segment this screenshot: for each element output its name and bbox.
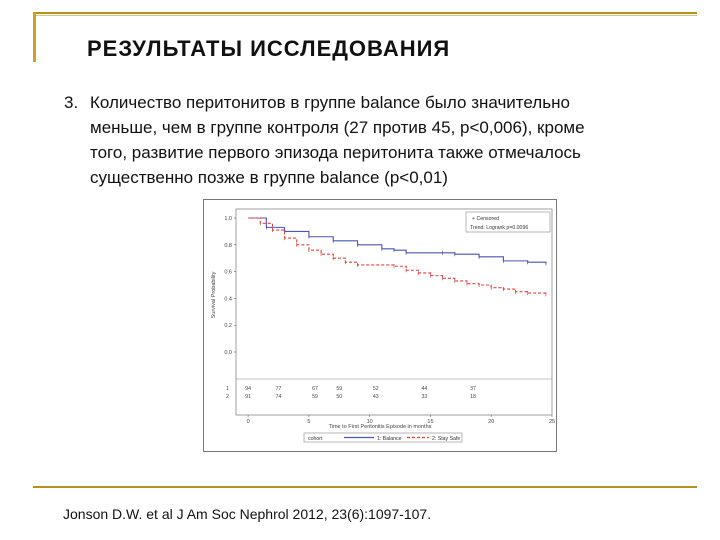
finding-line-3: того, развитие первого эпизода перитонита также отмечалось: [90, 143, 581, 162]
y-tick-label: 0.8: [224, 242, 232, 249]
x-tick-label: 0: [246, 419, 250, 425]
bottom-decorative-line: [33, 486, 697, 488]
bottom-legend-label: cohort: [308, 436, 323, 442]
at-risk-count: 59: [336, 386, 343, 392]
at-risk-table: [226, 386, 476, 400]
legend-box: [466, 212, 550, 232]
left-decorative-bar: [33, 12, 36, 62]
at-risk-count: 50: [336, 394, 343, 400]
at-risk-group-label: 1: [226, 386, 229, 392]
at-risk-count: 18: [470, 394, 476, 400]
top-decorative-line: [33, 12, 697, 14]
top-decorative-line-thin: [33, 15, 697, 16]
slide-title: РЕЗУЛЬТАТЫ ИССЛЕДОВАНИЯ: [87, 36, 451, 61]
x-tick-label: 10: [366, 419, 373, 425]
y-tick-label: 0.4: [224, 296, 232, 303]
at-risk-count: 37: [470, 386, 476, 392]
at-risk-count: 94: [245, 386, 252, 392]
legend-entry-stay-safe: 2: Stay Safe: [432, 436, 461, 442]
y-tick-label: 0.6: [224, 269, 232, 276]
y-tick-label: 0.2: [224, 323, 232, 330]
finding-line-1: Количество перитонитов в группе balance было значительно: [90, 93, 570, 112]
at-risk-count: 77: [275, 386, 282, 392]
x-tick-label: 15: [427, 419, 434, 425]
survival-chart: [204, 200, 556, 451]
axis-ticks: [224, 216, 555, 425]
at-risk-count: 43: [372, 394, 379, 400]
legend-censored: + Censored: [472, 216, 499, 222]
bottom-legend: [304, 433, 462, 442]
item-number: 3.: [64, 93, 79, 112]
at-risk-count: 74: [275, 394, 282, 400]
finding-line-4: существенно позже в группе balance (p<0,01): [90, 168, 448, 187]
at-risk-count: 59: [312, 394, 318, 400]
at-risk-group-label: 2: [226, 394, 229, 400]
survival-chart-frame: [203, 199, 557, 452]
finding-paragraph: [64, 90, 694, 190]
x-axis-label: Time to First Peritonitis Episode in months: [328, 424, 432, 430]
finding-line-2: меньше, чем в группе контроля (27 против 45, p<0,006), кроме: [90, 118, 585, 137]
at-risk-count: 44: [421, 386, 428, 392]
citation: Jonson D.W. et al J Am Soc Nephrol 2012, 23(6):1097-107.: [63, 506, 432, 522]
plot-area: [236, 209, 552, 415]
x-tick-label: 20: [488, 419, 495, 425]
y-axis-label: Survival Probability: [211, 271, 217, 319]
legend-entry-balance: 1: Balance: [377, 436, 402, 442]
x-tick-label: 25: [548, 419, 556, 425]
at-risk-count: 33: [421, 394, 428, 400]
x-tick-label: 5: [307, 419, 311, 425]
y-tick-label: 0.0: [224, 350, 232, 356]
y-tick-label: 1.0: [224, 216, 232, 222]
at-risk-count: 67: [312, 386, 318, 392]
at-risk-count: 52: [372, 386, 379, 392]
at-risk-count: 91: [245, 394, 252, 400]
legend-trend: Trend: Logrank p=0.0096: [470, 225, 529, 231]
